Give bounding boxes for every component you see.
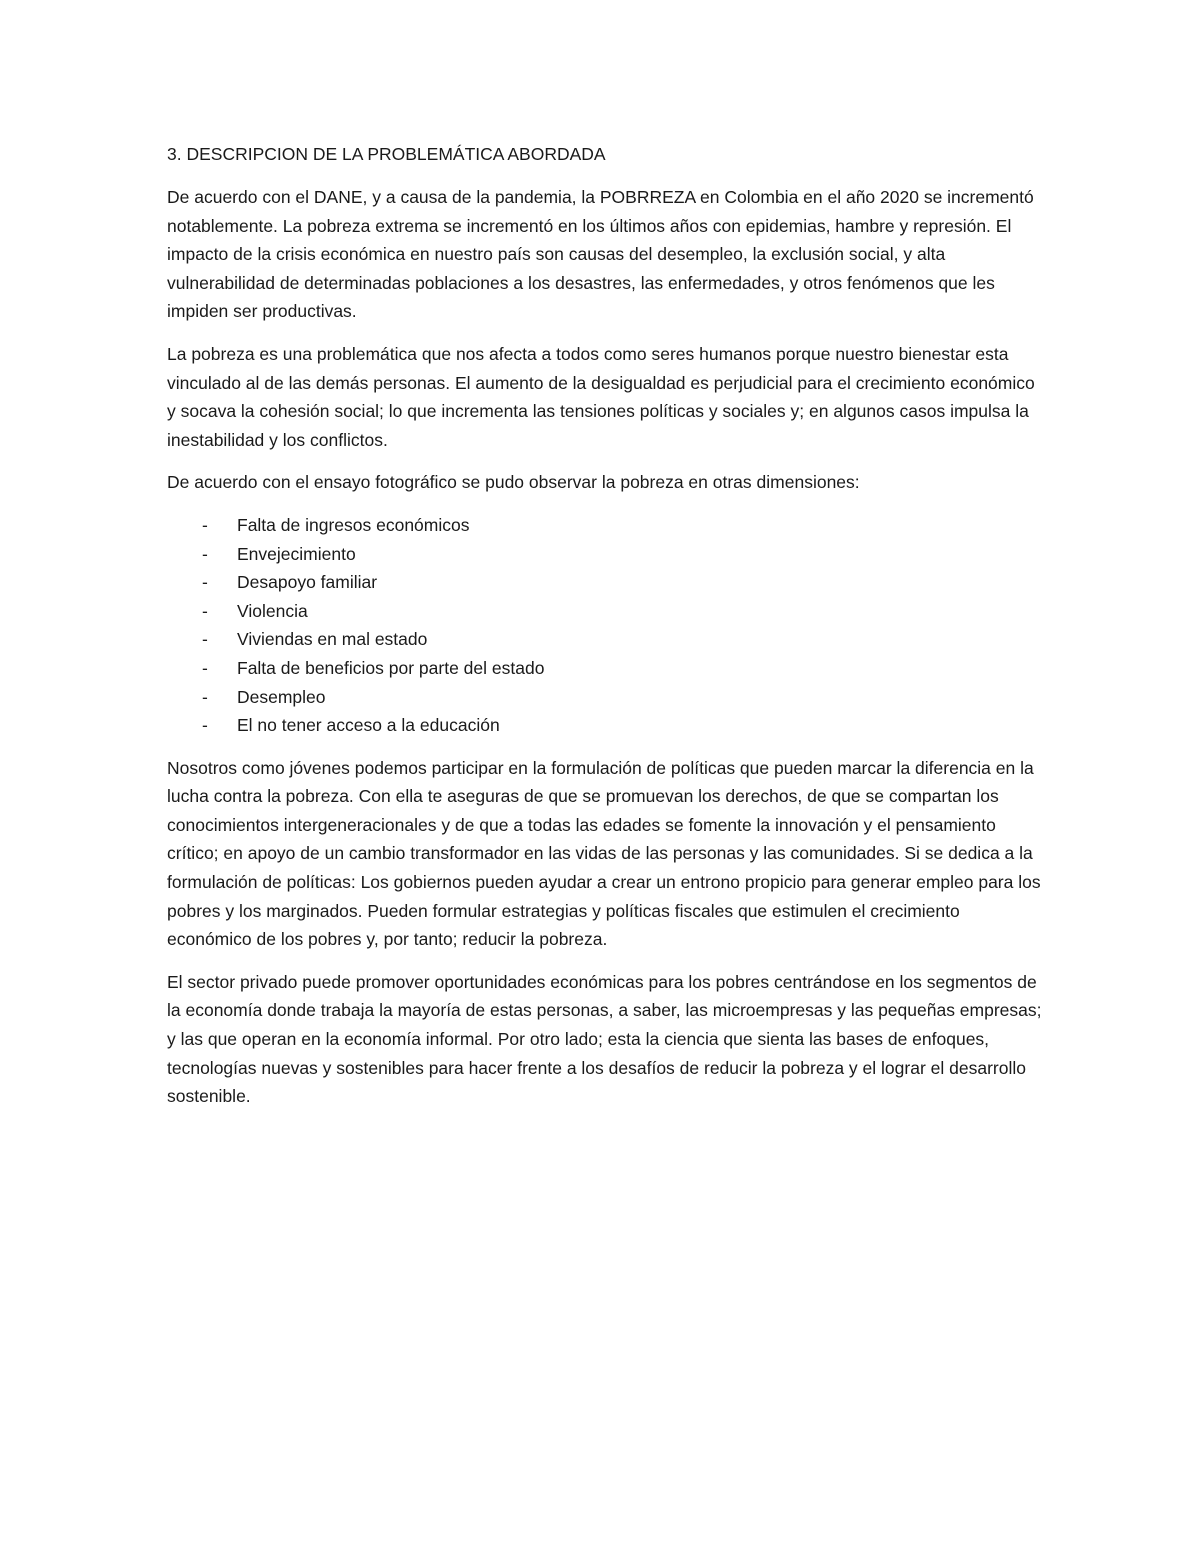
list-item-text: Envejecimiento xyxy=(237,543,356,564)
list-item xyxy=(167,568,1047,597)
bullet-dash: - xyxy=(202,657,208,678)
paragraph-youth-policy: Nosotros como jóvenes podemos participar en la formulación de políticas que pueden marcar la diferencia en la lucha contra la pobreza. Con ella te aseguras de que se promuevan los derechos, de que se compartan los conocimientos intergeneracionales y de que a todas las edades se fomente la innovación y el pensamiento crítico; en apoyo de un cambio transformador en las vidas de las personas y las comunidades. Si se dedica a la formulación de políticas: Los gobiernos pueden ayudar a crear un entrono propicio para generar empleo para los pobres y los marginados. Pueden formular estrategias y políticas fiscales que estimulen el crecimiento económico de los pobres y, por tanto; reducir la pobreza. xyxy=(167,757,1041,950)
bullet-dash: - xyxy=(202,543,208,564)
bullet-dash: - xyxy=(202,686,208,707)
bullet-dash: - xyxy=(202,715,208,736)
list-item xyxy=(167,625,1047,654)
list-item xyxy=(167,711,1047,740)
paragraph-intro: De acuerdo con el DANE, y a causa de la pandemia, la POBRREZA en Colombia en el año 2020 se incrementó notablemente. La pobreza extrema se incrementó en los últimos años con epidemias, hambre y represión. El impacto de la crisis económica en nuestro país son causas del desempleo, la exclusión social, y alta vulnerabilidad de determinadas poblaciones a los desastres, las enfermedades, y otros fenómenos que les impiden ser productivas. xyxy=(167,187,1034,322)
section-heading: 3. DESCRIPCION DE LA PROBLEMÁTICA ABORDADA xyxy=(167,144,606,164)
dimensions-list xyxy=(167,511,1047,740)
list-item-text: Viviendas en mal estado xyxy=(237,629,428,650)
bullet-dash: - xyxy=(202,629,208,650)
document-page xyxy=(167,140,1047,1111)
paragraph-wellbeing: La pobreza es una problemática que nos afecta a todos como seres humanos porque nuestro bienestar esta vinculado al de las demás personas. El aumento de la desigualdad es perjudicial para el crecimiento económico y socava la cohesión social; lo que incrementa las tensiones políticas y sociales y; en algunos casos impulsa la inestabilidad y los conflictos. xyxy=(167,343,1035,450)
list-item xyxy=(167,597,1047,626)
list-item xyxy=(167,540,1047,569)
bullet-dash: - xyxy=(202,514,208,535)
list-item-text: El no tener acceso a la educación xyxy=(237,715,500,736)
list-item xyxy=(167,654,1047,683)
list-item xyxy=(167,511,1047,540)
paragraph-photo-essay: De acuerdo con el ensayo fotográfico se pudo observar la pobreza en otras dimensiones: xyxy=(167,472,860,493)
list-item-text: Falta de ingresos económicos xyxy=(237,514,470,535)
list-item-text: Desempleo xyxy=(237,686,326,707)
list-item xyxy=(167,683,1047,712)
bullet-dash: - xyxy=(202,572,208,593)
list-item-text: Falta de beneficios por parte del estado xyxy=(237,657,545,678)
list-item-text: Desapoyo familiar xyxy=(237,572,378,593)
list-item-text: Violencia xyxy=(237,600,308,621)
bullet-dash: - xyxy=(202,600,208,621)
paragraph-private-sector: El sector privado puede promover oportunidades económicas para los pobres centrándose en los segmentos de la economía donde trabaja la mayoría de estas personas, a saber, las microempresas y las pequeñas empresas; y las que operan en la economía informal. Por otro lado; esta la ciencia que sienta las bases de enfoques, tecnologías nuevas y sostenibles para hacer frente a los desafíos de reducir la pobreza y el lograr el desarrollo sostenible. xyxy=(167,971,1042,1107)
